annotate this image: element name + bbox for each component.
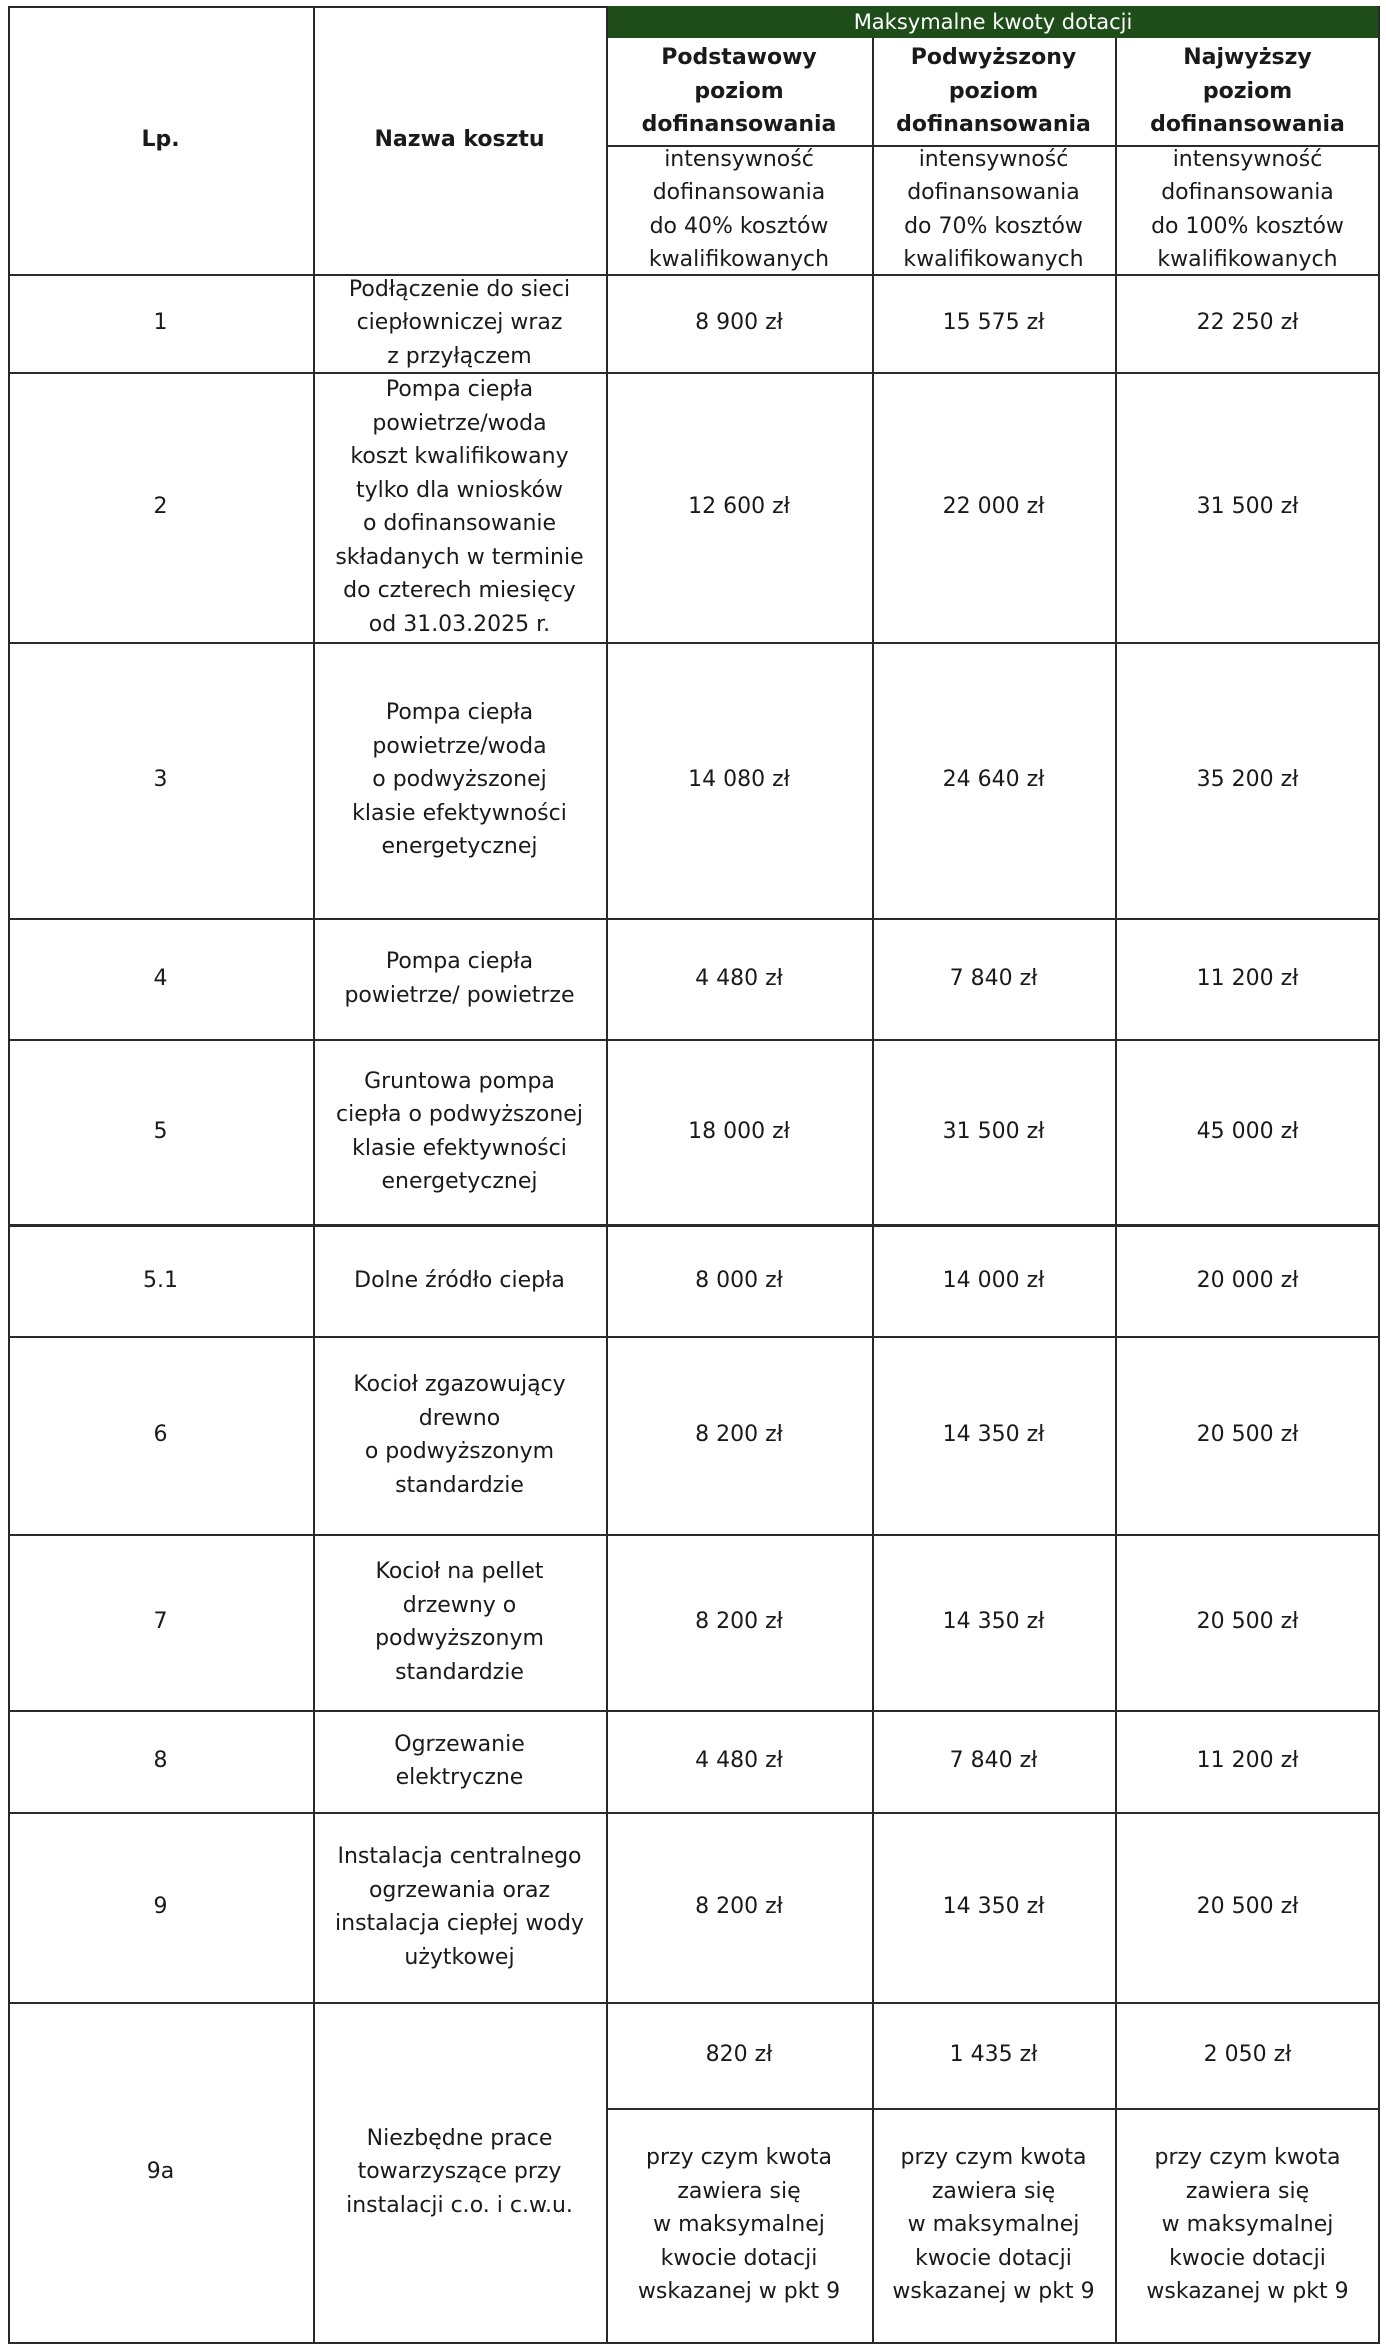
subsidy-table — [8, 6, 1380, 2344]
row-value-highest: 11 200 zł — [1196, 1748, 1299, 1774]
row-value-highest: 31 500 zł — [1196, 494, 1299, 520]
row-value-highest: 22 250 zł — [1196, 310, 1299, 336]
row-value-highest: 35 200 zł — [1196, 767, 1299, 793]
row-cost-name: Podłączenie do sieci ciepłowniczej wraz z przyłączem — [348, 276, 571, 369]
row-value-basic: 8 200 zł — [695, 1609, 783, 1635]
row-lp: 2 — [153, 494, 168, 520]
row-value-increased: 14 350 zł — [942, 1422, 1045, 1448]
row-value-basic: 4 480 zł — [695, 1748, 783, 1774]
row-value-basic: 14 080 zł — [688, 767, 790, 793]
header-level-increased: Podwyższony poziom dofinansowania — [896, 45, 1091, 138]
row-cost-name: Pompa ciepła powietrze/ powietrze — [344, 949, 575, 1008]
row-value-increased: 1 435 zł — [949, 2042, 1038, 2068]
row-lp: 5 — [153, 1118, 168, 1144]
row-value-highest: 20 500 zł — [1196, 1894, 1299, 1920]
row-lp: 7 — [153, 1609, 168, 1635]
row-value-basic: 8 900 zł — [695, 310, 783, 336]
row-value-highest: 20 500 zł — [1196, 1422, 1299, 1448]
row-lp: 9a — [146, 2159, 175, 2185]
row-value-highest: 2 050 zł — [1203, 2042, 1292, 2068]
row-value-increased: 14 350 zł — [942, 1894, 1045, 1920]
row-value-basic: 8 200 zł — [695, 1894, 783, 1920]
row-note-highest: przy czym kwota zawiera się w maksymalnej kwocie dotacji wskazanej w pkt 9 — [1146, 2145, 1349, 2305]
row-value-basic: 4 480 zł — [695, 965, 783, 991]
row-cost-name: Dolne źródło ciepła — [354, 1268, 565, 1294]
row-value-highest: 20 000 zł — [1196, 1268, 1299, 1294]
row-value-increased: 22 000 zł — [942, 494, 1045, 520]
grid-line — [8, 2342, 1380, 2344]
row-cost-name: Instalacja centralnego ogrzewania oraz instalacja ciepłej wody użytkowej — [335, 1844, 584, 1970]
header-intensity-basic: intensywność dofinansowania do 40% kosztów kwalifikowanych — [648, 146, 830, 272]
row-lp: 6 — [153, 1422, 168, 1448]
header-cost-name: Nazwa kosztu — [374, 127, 545, 153]
row-value-increased: 24 640 zł — [942, 767, 1045, 793]
row-value-basic: 820 zł — [705, 2042, 773, 2068]
row-value-increased: 15 575 zł — [942, 310, 1045, 336]
row-lp: 8 — [153, 1748, 168, 1774]
header-lp: Lp. — [141, 127, 180, 153]
row-lp: 5.1 — [143, 1268, 178, 1294]
row-cost-name: Ogrzewanie elektryczne — [394, 1731, 525, 1790]
row-value-basic: 8 200 zł — [695, 1422, 783, 1448]
row-cost-name: Kocioł na pellet drzewny o podwyższonym standardzie — [375, 1559, 544, 1685]
header-intensity-highest: intensywność dofinansowania do 100% kosztów kwalifikowanych — [1151, 146, 1344, 272]
row-value-increased: 31 500 zł — [942, 1118, 1045, 1144]
row-value-increased: 14 000 zł — [942, 1268, 1045, 1294]
row-cost-name: Kocioł zgazowujący drewno o podwyższonym standardzie — [353, 1372, 566, 1498]
row-value-basic: 8 000 zł — [695, 1268, 783, 1294]
header-level-basic: Podstawowy poziom dofinansowania — [641, 45, 837, 138]
row-lp: 3 — [153, 767, 168, 793]
row-value-increased: 7 840 zł — [949, 1748, 1038, 1774]
row-lp: 4 — [153, 965, 168, 991]
row-cost-name: Gruntowa pompa ciepła o podwyższonej klasie efektywności energetycznej — [336, 1068, 583, 1194]
max-subsidy-band: Maksymalne kwoty dotacji — [606, 6, 1380, 38]
row-note-increased: przy czym kwota zawiera się w maksymalnej kwocie dotacji wskazanej w pkt 9 — [892, 2145, 1095, 2305]
row-value-increased: 14 350 zł — [942, 1609, 1045, 1635]
row-lp: 1 — [153, 310, 168, 336]
row-value-basic: 12 600 zł — [688, 494, 790, 520]
header-intensity-increased: intensywność dofinansowania do 70% kosztów kwalifikowanych — [903, 146, 1084, 272]
row-lp: 9 — [153, 1894, 168, 1920]
row-value-highest: 11 200 zł — [1196, 965, 1299, 991]
header-level-highest: Najwyższy poziom dofinansowania — [1150, 45, 1345, 138]
row-cost-name: Pompa ciepła powietrze/woda o podwyższonej klasie efektywności energetycznej — [352, 700, 567, 860]
row-value-basic: 18 000 zł — [688, 1118, 790, 1144]
row-cost-name: Niezbędne prace towarzyszące przy instalacji c.o. i c.w.u. — [346, 2125, 573, 2218]
row-cost-name: Pompa ciepła powietrze/woda koszt kwalifikowany tylko dla wniosków o dofinansowanie składanych w terminie do czterech miesięcy od 31.03.2025 r. — [335, 377, 584, 637]
row-value-highest: 20 500 zł — [1196, 1609, 1299, 1635]
row-value-highest: 45 000 zł — [1196, 1118, 1299, 1144]
row-note-basic: przy czym kwota zawiera się w maksymalnej kwocie dotacji wskazanej w pkt 9 — [637, 2145, 841, 2305]
row-value-increased: 7 840 zł — [949, 965, 1038, 991]
